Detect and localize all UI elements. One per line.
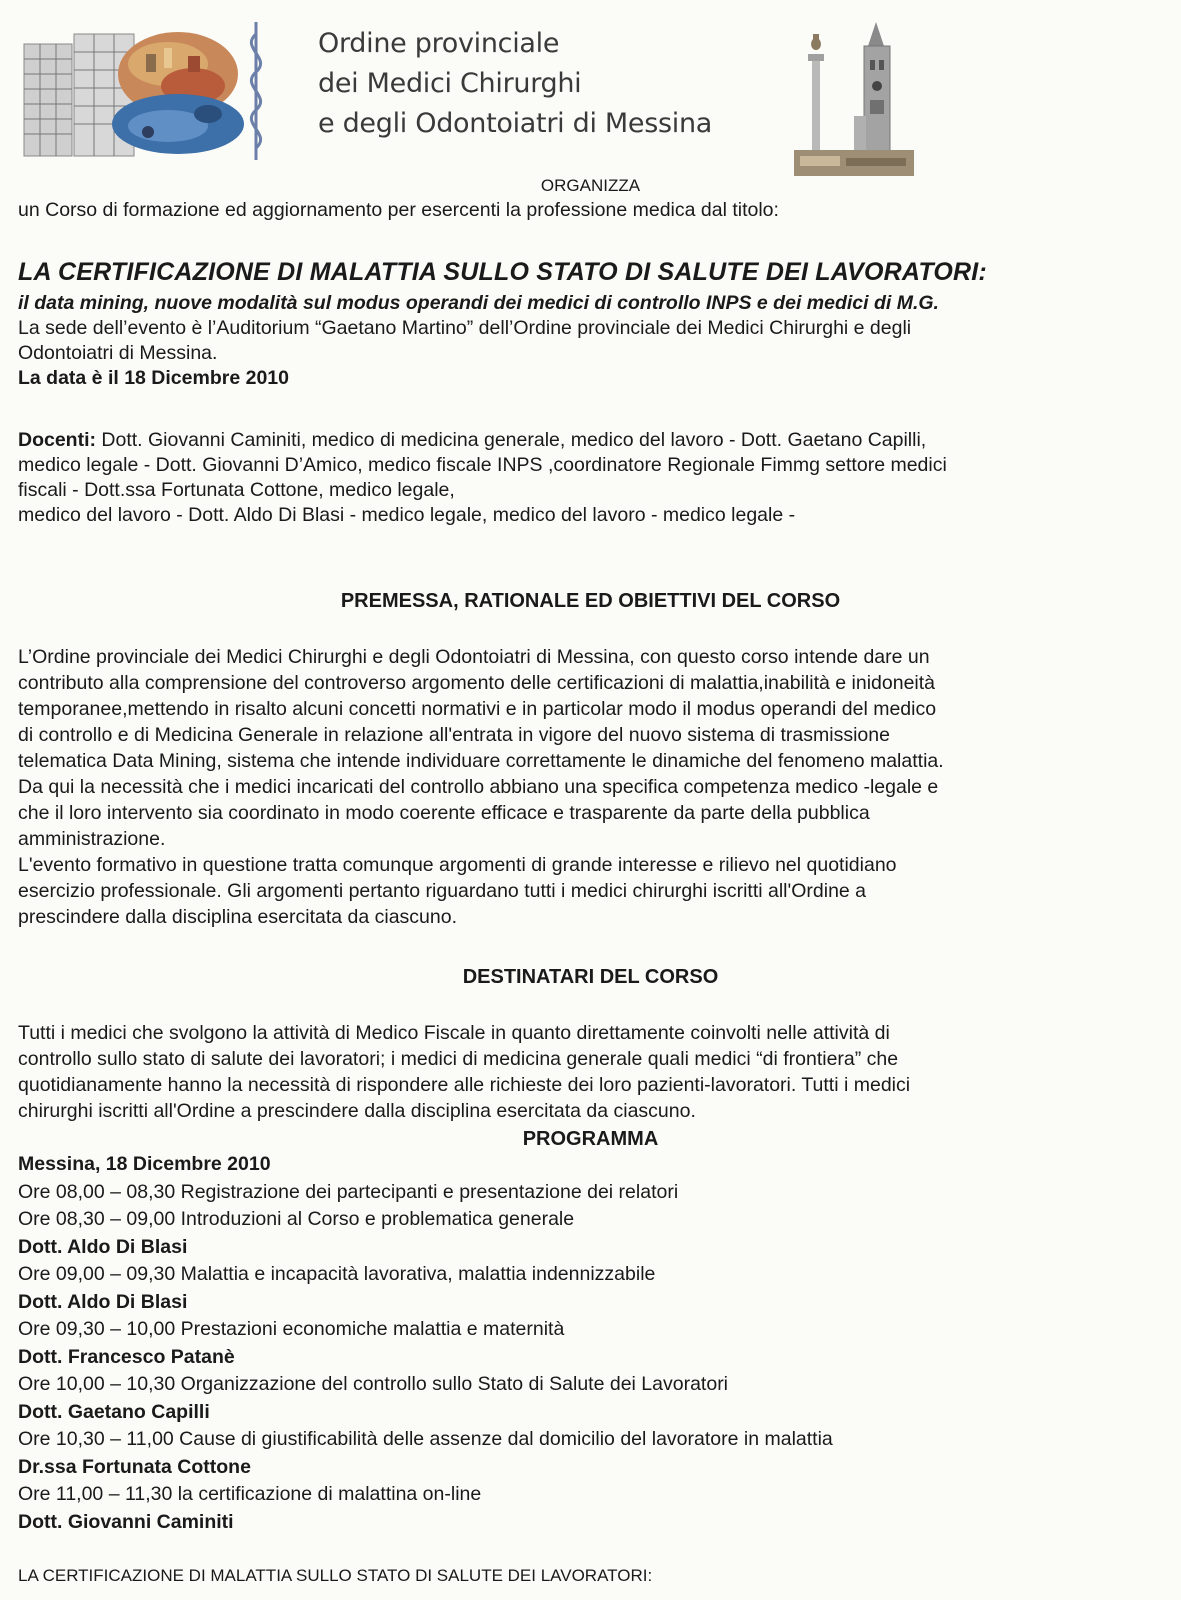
docenti-section: [18, 428, 1168, 528]
order-name-line-3: e degli Odontoiatri di Messina: [318, 108, 713, 139]
order-name-line-2: dei Medici Chirurghi: [318, 68, 582, 99]
event-date: La data è il 18 Dicembre 2010: [18, 367, 289, 389]
programma-speaker: Dott. Aldo Di Blasi: [18, 1290, 188, 1313]
premessa-line: di controllo e di Medicina Generale in relazione all'entrata in vigore del nuovo sistema di trasmissione: [18, 724, 890, 746]
premessa-line: prescindere dalla disciplina esercitata da ciascuno.: [18, 906, 457, 928]
order-name: [318, 24, 712, 144]
order-name-line-1: Ordine provinciale: [318, 28, 560, 59]
organizza-label: ORGANIZZA: [540, 176, 641, 195]
destinatari-line: chirurghi iscritti all'Ordine a prescindere dalla disciplina esercitata da ciascuno.: [18, 1100, 696, 1122]
destinatari-line: Tutti i medici che svolgono la attività di Medico Fiscale in quanto direttamente coinvolti nelle attività di: [18, 1022, 890, 1044]
destinatari-body: [18, 1020, 1168, 1124]
premessa-heading: PREMESSA, RATIONALE ED OBIETTIVI DEL CORSO: [340, 590, 841, 612]
messina-monument-image: [794, 16, 914, 176]
programma-speaker: Dott. Francesco Patanè: [18, 1345, 235, 1368]
premessa-line: esercizio professionale. Gli argomenti pertanto riguardano tutti i medici chirurghi iscritti all'Ordine a: [18, 880, 867, 902]
destinatari-heading: DESTINATARI DEL CORSO: [462, 966, 719, 988]
premessa-line: L'evento formativo in questione tratta comunque argomenti di grande interesse e rilievo nel quotidiano: [18, 854, 897, 876]
docenti-line-2: medico legale - Dott. Giovanni D’Amico, medico fiscale INPS ,coordinatore Regionale Fimmg settore medici: [18, 454, 947, 476]
programma-item: Ore 10,00 – 10,30 Organizzazione del controllo sullo Stato di Salute dei Lavoratori: [18, 1373, 729, 1395]
order-logo: [18, 14, 288, 164]
course-intro-line: un Corso di formazione ed aggiornamento per esercenti la professione medica dal titolo:: [18, 199, 779, 221]
premessa-line: telematica Data Mining, sistema che intende individuare correttamente le dinamiche del fenomeno malattia.: [18, 750, 944, 772]
programma-item: Ore 10,30 – 11,00 Cause di giustificabilità delle assenze dal domicilio del lavoratore in malattia: [18, 1428, 833, 1450]
programma-speaker: Dott. Gaetano Capilli: [18, 1400, 210, 1423]
programma-place-date: Messina, 18 Dicembre 2010: [18, 1153, 271, 1175]
premessa-line: Da qui la necessità che i medici incaricati del controllo abbiano una specifica competenza medico -legale e: [18, 776, 939, 798]
programma-item: Ore 11,00 – 11,30 la certificazione di malattina on-line: [18, 1483, 482, 1505]
docenti-label: Docenti:: [18, 429, 96, 451]
programma-item: Ore 09,30 – 10,00 Prestazioni economiche malattia e maternità: [18, 1318, 565, 1340]
venue-line-1: La sede dell’evento è l’Auditorium “Gaetano Martino” dell’Ordine provinciale dei Medici Chirurghi e degli: [18, 317, 912, 339]
premessa-line: amministrazione.: [18, 828, 166, 850]
docenti-line-3: fiscali - Dott.ssa Fortunata Cottone, medico legale,: [18, 479, 455, 501]
premessa-line: contributo alla comprensione del controverso argomento delle certificazioni di malattia,inabilità e inidoneità: [18, 672, 936, 694]
premessa-line: che il loro intervento sia coordinato in modo coerente efficace e trasparente da parte della pubblica: [18, 802, 870, 824]
programma-list: [18, 1151, 1168, 1536]
venue-line-2: Odontoiatri di Messina.: [18, 342, 218, 364]
docenti-line-4: medico del lavoro - Dott. Aldo Di Blasi - medico legale, medico del lavoro - medico legale -: [18, 504, 796, 526]
course-title: LA CERTIFICAZIONE DI MALATTIA SULLO STATO DI SALUTE DEI LAVORATORI:: [18, 258, 987, 286]
destinatari-line: quotidianamente hanno la necessità di rispondere alle richieste dei loro pazienti-lavoratori. Tutti i medici: [18, 1074, 911, 1096]
programma-speaker: Dr.ssa Fortunata Cottone: [18, 1455, 251, 1478]
programma-heading: PROGRAMMA: [522, 1128, 659, 1150]
programma-item: Ore 08,30 – 09,00 Introduzioni al Corso e problematica generale: [18, 1208, 575, 1230]
destinatari-line: controllo sullo stato di salute dei lavoratori; i medici di medicina generale quali medici “di frontiera” che: [18, 1048, 899, 1070]
venue-section: [18, 316, 1168, 391]
footer-running-title: LA CERTIFICAZIONE DI MALATTIA SULLO STATO DI SALUTE DEI LAVORATORI:: [18, 1566, 653, 1585]
programma-speaker: Dott. Giovanni Caminiti: [18, 1510, 234, 1533]
premessa-line: L’Ordine provinciale dei Medici Chirurghi e degli Odontoiatri di Messina, con questo corso intende dare un: [18, 646, 930, 668]
programma-speaker: Dott. Aldo Di Blasi: [18, 1235, 188, 1258]
docenti-line-1: Dott. Giovanni Caminiti, medico di medicina generale, medico del lavoro - Dott. Gaetano Capilli,: [96, 429, 927, 451]
premessa-line: temporanee,mettendo in risalto alcuni concetti normativi e in particolar modo il modus operandi del medico: [18, 698, 937, 720]
programma-item: Ore 08,00 – 08,30 Registrazione dei partecipanti e presentazione dei relatori: [18, 1180, 679, 1203]
programma-item: Ore 09,00 – 09,30 Malattia e incapacità lavorativa, malattia indennizzabile: [18, 1263, 656, 1285]
premessa-body: [18, 644, 1168, 930]
course-subtitle: il data mining, nuove modalità sul modus operandi dei medici di controllo INPS e dei medici di M.G.: [18, 292, 939, 314]
